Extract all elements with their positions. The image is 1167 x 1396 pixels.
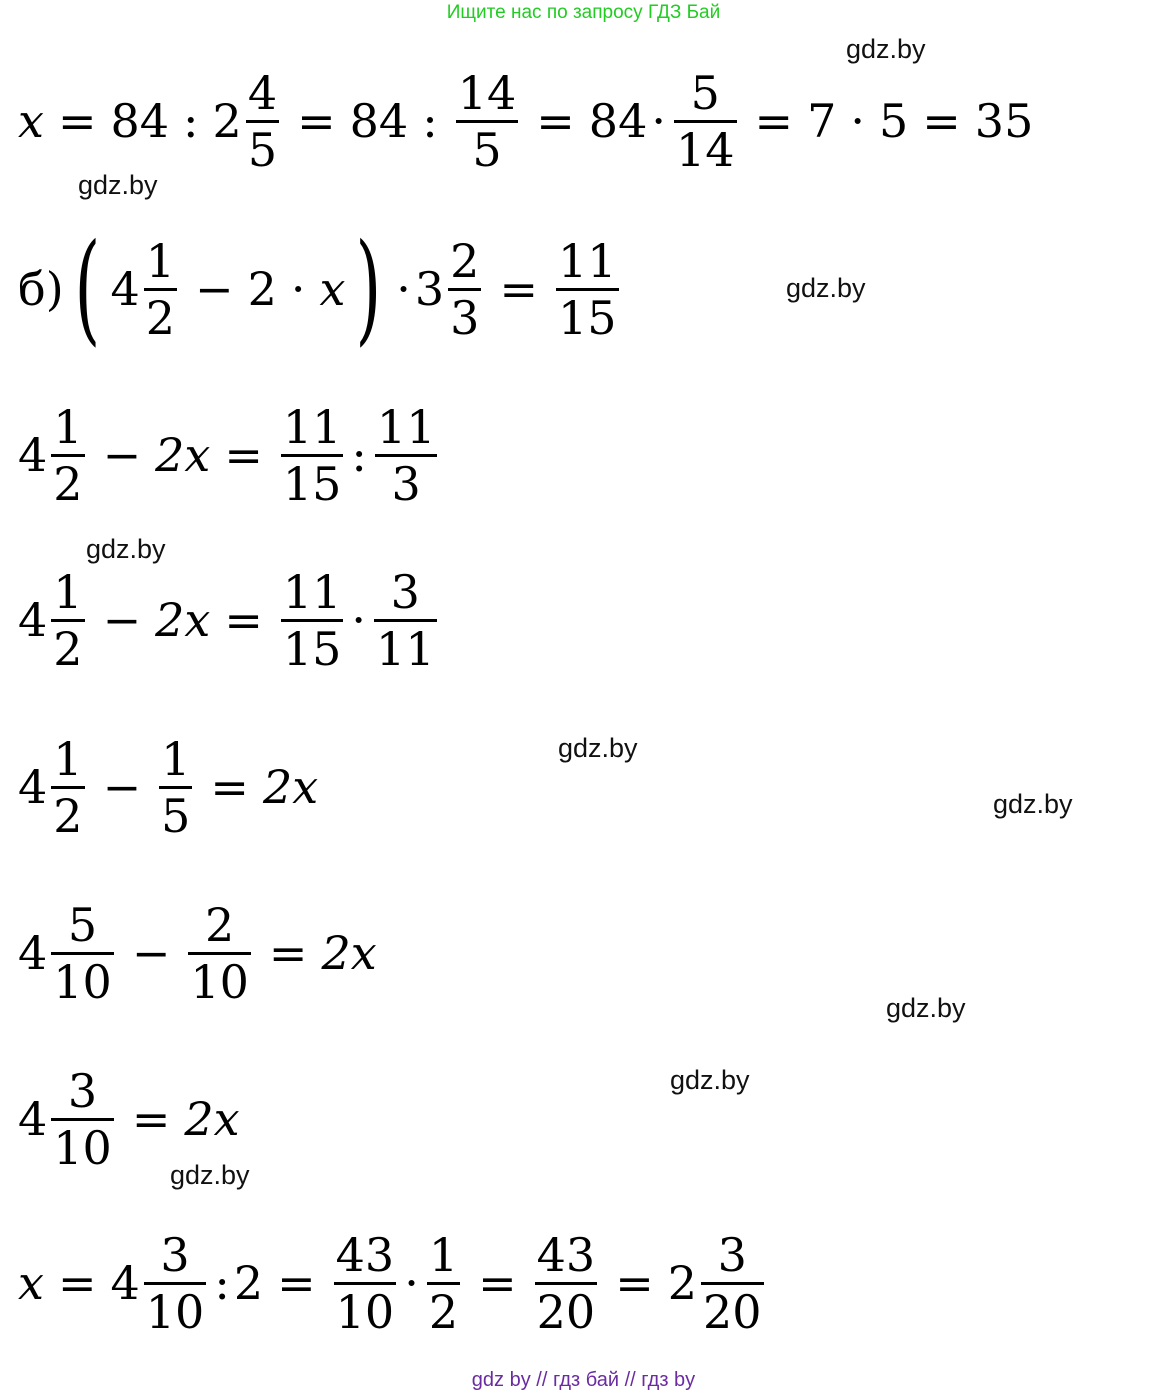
numerator: 1	[161, 731, 191, 786]
equation-line-4	[18, 555, 441, 685]
fraction	[51, 732, 84, 843]
denominator: 3	[450, 290, 480, 345]
numerator: 11	[558, 233, 617, 288]
watermark: gdz.by	[886, 993, 966, 1023]
fraction	[535, 1228, 598, 1339]
fraction	[51, 565, 84, 676]
watermark: gdz.by	[170, 1160, 250, 1190]
numerator: 43	[536, 1227, 596, 1282]
denominator: 2	[53, 621, 83, 676]
number: 84	[588, 94, 648, 148]
left-paren: (	[74, 219, 100, 358]
denominator: 10	[145, 1284, 205, 1339]
numerator: 1	[53, 399, 83, 454]
denominator: 10	[190, 954, 249, 1009]
fraction	[159, 732, 192, 843]
variable-x: x	[319, 262, 346, 316]
equals-sign: =	[268, 926, 308, 980]
denominator: 10	[335, 1284, 395, 1339]
variable-x: x	[18, 1256, 44, 1310]
denominator: 14	[675, 122, 735, 177]
divide-sign: :	[422, 94, 438, 148]
equals-sign: =	[478, 1256, 517, 1310]
equals-sign: =	[131, 1092, 171, 1146]
fraction	[188, 898, 251, 1009]
numerator: 1	[53, 731, 83, 786]
equals-sign: =	[224, 593, 263, 647]
multiply-sign: ·	[850, 94, 865, 148]
denominator: 5	[247, 122, 278, 177]
numerator: 14	[457, 65, 517, 120]
equals-sign: =	[224, 428, 263, 482]
divide-sign: :	[351, 428, 367, 482]
numerator: 3	[67, 1063, 98, 1118]
equals-sign: =	[57, 1256, 97, 1310]
number: 2	[247, 262, 277, 316]
minus-sign: −	[195, 262, 234, 316]
term-2x: 2x	[321, 926, 377, 980]
fraction	[448, 234, 481, 345]
numerator: 1	[428, 1227, 459, 1282]
fraction	[456, 66, 519, 177]
whole-part: 4	[18, 926, 48, 980]
denominator: 2	[53, 788, 83, 843]
equals-sign: =	[277, 1256, 316, 1310]
fraction	[246, 66, 279, 177]
numerator: 3	[160, 1227, 190, 1282]
fraction	[144, 1228, 207, 1339]
item-label: б)	[18, 262, 64, 316]
multiply-sign: ·	[651, 94, 666, 148]
equation-line-3	[18, 390, 441, 520]
term-2x: 2x	[262, 760, 319, 814]
numerator: 5	[67, 897, 98, 952]
equals-sign: =	[615, 1256, 654, 1310]
multiply-sign: ·	[290, 262, 306, 316]
divide-sign: :	[183, 94, 199, 148]
whole-part: 3	[414, 262, 445, 316]
numerator: 2	[205, 897, 235, 952]
whole-part: 4	[18, 428, 48, 482]
fraction	[556, 234, 619, 345]
footer-links[interactable]: gdz by // гдз бай // гдз by	[471, 1369, 696, 1391]
whole-part: 4	[18, 1092, 48, 1146]
right-paren: )	[355, 219, 382, 358]
fraction	[281, 565, 344, 676]
fraction	[334, 1228, 397, 1339]
denominator: 2	[145, 290, 176, 345]
denominator: 20	[703, 1284, 762, 1339]
watermark: gdz.by	[78, 170, 158, 200]
fraction	[427, 1228, 460, 1339]
equation-line-7	[18, 1054, 240, 1184]
whole-part: 4	[18, 760, 48, 814]
watermark: gdz.by	[993, 789, 1073, 819]
result: 35	[974, 94, 1034, 148]
divide-sign: :	[214, 1256, 230, 1310]
number: 5	[878, 94, 909, 148]
denominator: 2	[53, 456, 83, 511]
numerator: 5	[690, 65, 720, 120]
watermark: gdz.by	[786, 273, 866, 303]
equation-line-2	[18, 219, 623, 358]
multiply-sign: ·	[396, 262, 411, 316]
denominator: 10	[53, 954, 112, 1009]
term-2x: 2x	[155, 593, 211, 647]
equation-line-5	[18, 722, 318, 852]
search-banner[interactable]: Ищите нас по запросу ГДЗ Бай	[446, 2, 721, 23]
numerator: 3	[390, 564, 420, 619]
fraction	[674, 66, 737, 177]
equation-line-8	[18, 1218, 768, 1348]
equals-sign: =	[297, 94, 336, 148]
fraction	[281, 400, 344, 511]
denominator: 15	[282, 621, 342, 676]
minus-sign: −	[102, 760, 142, 814]
fraction	[51, 1064, 114, 1175]
watermark: gdz.by	[670, 1065, 750, 1095]
term-2x: 2x	[184, 1092, 240, 1146]
numerator: 11	[282, 399, 342, 454]
watermark: gdz.by	[846, 34, 926, 64]
whole-part: 4	[110, 1256, 140, 1310]
denominator: 15	[558, 290, 617, 345]
watermark: gdz.by	[558, 733, 638, 763]
number: 7	[807, 94, 837, 148]
denominator: 5	[472, 122, 502, 177]
minus-sign: −	[131, 926, 171, 980]
equals-sign: =	[210, 760, 249, 814]
numerator: 43	[335, 1227, 395, 1282]
numerator: 11	[376, 399, 436, 454]
denominator: 20	[536, 1284, 596, 1339]
minus-sign: −	[102, 428, 142, 482]
number: 84	[110, 94, 170, 148]
numerator: 2	[450, 233, 480, 288]
fraction	[51, 898, 114, 1009]
equation-line-1	[18, 56, 1033, 186]
whole-part: 2	[212, 94, 242, 148]
whole-part: 2	[667, 1256, 698, 1310]
number: 2	[233, 1256, 264, 1310]
multiply-sign: ·	[404, 1256, 419, 1310]
equals-sign: =	[922, 94, 961, 148]
number: 84	[349, 94, 409, 148]
denominator: 11	[376, 621, 435, 676]
fraction	[144, 234, 177, 345]
numerator: 11	[282, 564, 342, 619]
variable-x: x	[18, 94, 44, 148]
equals-sign: =	[536, 94, 575, 148]
denominator: 15	[282, 456, 342, 511]
denominator: 3	[391, 456, 421, 511]
equals-sign: =	[57, 94, 97, 148]
numerator: 4	[247, 65, 278, 120]
numerator: 1	[53, 564, 83, 619]
denominator: 10	[53, 1120, 112, 1175]
watermark: gdz.by	[86, 534, 166, 564]
equals-sign: =	[499, 262, 538, 316]
fraction	[51, 400, 84, 511]
equals-sign: =	[754, 94, 794, 148]
fraction	[375, 400, 438, 511]
whole-part: 4	[110, 262, 140, 316]
numerator: 3	[717, 1227, 747, 1282]
minus-sign: −	[102, 593, 142, 647]
whole-part: 4	[18, 593, 48, 647]
equation-line-6	[18, 888, 377, 1018]
fraction	[374, 565, 437, 676]
fraction	[701, 1228, 764, 1339]
multiply-sign: ·	[351, 593, 367, 647]
denominator: 2	[428, 1284, 459, 1339]
numerator: 1	[145, 233, 176, 288]
denominator: 5	[161, 788, 191, 843]
term-2x: 2x	[155, 428, 211, 482]
